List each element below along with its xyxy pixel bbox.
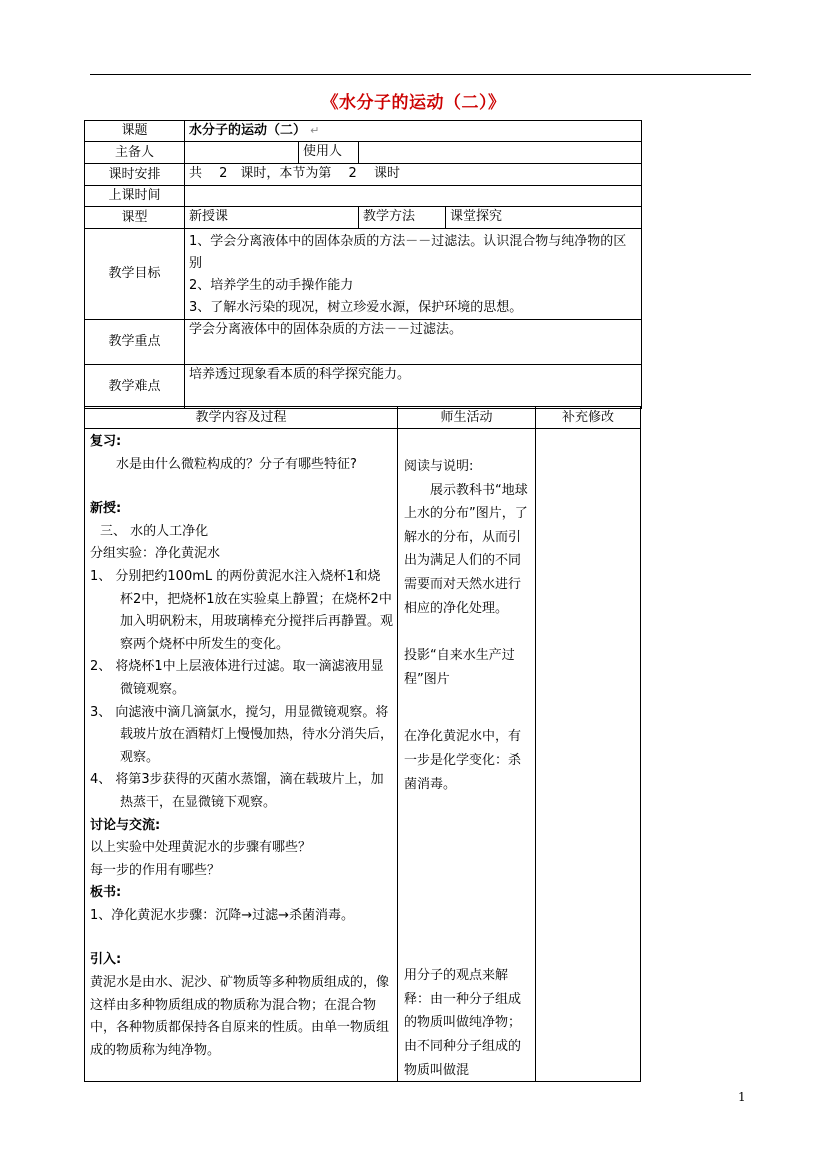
schedule-value: 共 2 课时，本节为第 2 课时 — [185, 164, 642, 186]
col-header-revisions: 补充修改 — [561, 410, 614, 425]
date-label: 上课时间 — [85, 186, 185, 207]
goal-1: 1、学会分离液体中的固体杂质的方法－－过滤法。认识混合物与纯净物的区别 — [189, 234, 627, 271]
intro-heading: 引入: — [90, 952, 122, 968]
step-4: 4、 将第3步获得的灭菌水蒸馏，滴在载玻片上，加热蒸干，在显微镜下观察。 — [90, 772, 384, 810]
lesson-info-table — [84, 120, 642, 409]
experiment-title: 分组实验：净化黄泥水 — [90, 546, 221, 562]
board-heading: 板书: — [90, 885, 122, 901]
document-title: 《水分子的运动（二）》 — [321, 93, 506, 113]
col-header-content: 教学内容及过程 — [195, 410, 287, 425]
activity-projection: 投影“自来水生产过程”图片 — [404, 648, 515, 687]
step-3: 3、 向滤液中滴几滴氯水，搅匀，用显微镜观察。将载玻片放在酒精灯上慢慢加热，待水分消失后，观察。 — [90, 704, 394, 765]
intro-text: 黄泥水是由水、泥沙、矿物质等多种物质组成的，像这样由多种物质组成的物质称为混合物；在混合物中，各种物质都保持各自原来的性质。由单一物质组成的物质称为纯净物。 — [90, 975, 390, 1058]
preparer-value — [185, 142, 299, 164]
method-label: 教学方法 — [359, 207, 446, 229]
activity-molecule-explanation: 用分子的观点来解释：由一种分子组成的物质叫做纯净物；由不同种分子组成的物质叫做混 — [404, 968, 522, 1078]
header-rule — [90, 74, 751, 75]
key-point-label: 教学重点 — [85, 320, 185, 365]
difficulty-label: 教学难点 — [85, 365, 185, 409]
preparer-label: 主备人 — [85, 142, 185, 164]
col-header-activities: 师生活动 — [440, 410, 493, 425]
discussion-heading: 讨论与交流: — [90, 817, 161, 833]
type-label: 课型 — [85, 207, 185, 229]
user-value — [359, 142, 642, 164]
discussion-question-2: 每一步的作用有哪些？ — [90, 862, 221, 878]
discussion-question-1: 以上实验中处理黄泥水的步骤有哪些？ — [90, 840, 312, 856]
review-text: 水是由什么微粒构成的？分子有哪些特征? — [116, 456, 357, 472]
difficulty-value: 培养透过现象看本质的科学探究能力。 — [185, 365, 642, 409]
step-1: 1、 分别把约100mL 的两份黄泥水注入烧杯1和烧杯2中，把烧杯1放在实验桌上静置；在烧杯2中加入明矾粉末，用玻璃棒充分搅拌后再静置。观察两个烧杯中所发生的变化。 — [90, 568, 394, 652]
activity-read-text: 展示教科书“地球上水的分布”图片，了解水的分布，从而引出为满足人们的不同需要而对天然水进行相应的净化处理。 — [404, 482, 528, 616]
activity-read-title: 阅读与说明: — [404, 459, 474, 474]
activities-column — [398, 429, 535, 1082]
type-value: 新授课 — [185, 207, 359, 229]
step-2: 2、 将烧杯1中上层液体进行过滤。取一滴滤液用显微镜观察。 — [90, 659, 384, 697]
section-title: 三、 水的人工净化 — [100, 523, 209, 539]
topic-value: 水分子的运动（二） ↵ — [185, 121, 642, 142]
column-divider-2 — [535, 407, 536, 1081]
schedule-label: 课时安排 — [85, 164, 185, 186]
new-lesson-heading: 新授: — [90, 501, 122, 517]
page-number: 1 — [738, 1090, 746, 1104]
key-point-value: 学会分离液体中的固体杂质的方法－－过滤法。 — [185, 320, 642, 365]
goals-value — [185, 229, 642, 320]
activity-chemical-change: 在净化黄泥水中，有一步是化学变化：杀菌消毒。 — [404, 729, 522, 792]
board-text: 1、净化黄泥水步骤：沉降→过滤→杀菌消毒。 — [90, 907, 355, 923]
user-label: 使用人 — [299, 142, 359, 164]
content-column — [85, 429, 397, 1062]
date-value — [185, 186, 642, 207]
topic-label: 课题 — [85, 121, 185, 142]
method-value: 课堂探究 — [446, 207, 642, 229]
goal-3: 3、了解水污染的现况，树立珍爱水源，保护环境的思想。 — [189, 300, 523, 315]
goal-2: 2、培养学生的动手操作能力 — [189, 278, 354, 293]
goals-label: 教学目标 — [85, 229, 185, 320]
review-heading: 复习: — [90, 434, 122, 449]
lesson-process-table — [84, 406, 641, 1082]
